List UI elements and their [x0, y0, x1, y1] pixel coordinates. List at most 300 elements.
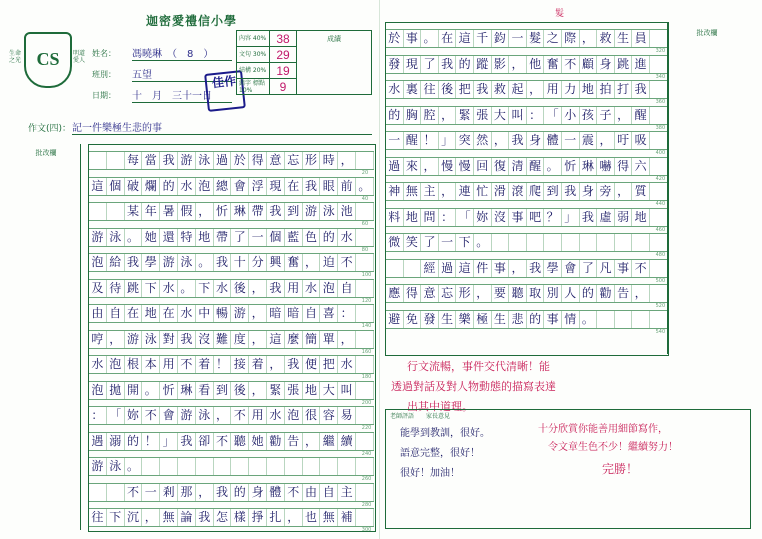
grid-cell: 水: [178, 305, 196, 322]
grid-row-number: 100: [361, 272, 372, 278]
grid-cell: [356, 254, 374, 271]
grid-cell: [356, 305, 374, 322]
grid-row-number: 280: [361, 501, 372, 508]
grid-cell: 游: [160, 254, 178, 271]
grid-cell: 樣: [231, 509, 249, 526]
grid-cell: 蹤: [474, 56, 492, 73]
grid-cell: 地: [196, 229, 214, 246]
grid-cell: 給: [107, 254, 125, 271]
grid-row: [89, 253, 374, 272]
grid-cell: 張: [474, 107, 492, 124]
grid-cell: 忻: [160, 382, 178, 399]
left-writing-grid: [88, 144, 376, 532]
grid-cell: 了: [580, 260, 598, 277]
grid-cell: 續: [338, 433, 356, 450]
grid-cell: 身: [597, 56, 615, 73]
grid-cell: 的: [160, 178, 178, 195]
grid-cell: ，: [214, 407, 232, 424]
grid-cell: 水: [303, 280, 321, 297]
grid-cell: 沉: [125, 509, 143, 526]
grid-cell: 悲: [509, 311, 527, 328]
grid-cell: 溺: [107, 433, 125, 450]
grid-cell: 妳: [125, 407, 143, 424]
score-label-errors: 錯字 標點 10%: [237, 79, 270, 95]
grid-cell: 於: [386, 30, 404, 47]
grid-cell: ：: [89, 407, 107, 424]
grid-cell: 忻: [214, 203, 232, 220]
grid-cell: 生: [615, 30, 633, 47]
grid-cell: 緊: [456, 107, 474, 124]
grid-cell: 過: [386, 158, 404, 175]
grid-cell: 我: [285, 356, 303, 373]
grid-cell: 待: [107, 280, 125, 297]
grid-cell: ，: [303, 433, 321, 450]
grid-cell: 。: [178, 280, 196, 297]
grid-cell: [650, 81, 668, 98]
assignment-label: 作文(四)：: [28, 124, 72, 134]
grid-cell: 破: [125, 178, 143, 195]
grid-cell: [356, 509, 374, 526]
grid-cell: 微: [386, 234, 404, 251]
grid-cell: 泳: [320, 203, 338, 220]
grid-row-number: 240: [361, 450, 372, 457]
grid-cell: 拍: [597, 81, 615, 98]
grid-cell: 學: [544, 260, 562, 277]
grid-cell: 水: [160, 280, 178, 297]
grid-cell: ，: [285, 509, 303, 526]
grid-cell: 不: [562, 56, 580, 73]
grid-cell: 個: [107, 178, 125, 195]
grid-cell: ，: [267, 356, 285, 373]
grid-cell: 料: [386, 209, 404, 226]
grid-cell: 下: [142, 280, 160, 297]
grid-cell: 慢: [439, 158, 457, 175]
grid-cell: 影: [492, 56, 510, 73]
grid-cell: 我: [439, 56, 457, 73]
grid-cell: 她: [142, 229, 160, 246]
name-field: [92, 48, 214, 60]
grid-cell: 接: [231, 356, 249, 373]
grid-cell: 千: [474, 30, 492, 47]
grid-cell: 游: [231, 305, 249, 322]
grid-cell: 勸: [597, 285, 615, 302]
grid-cell: 用: [544, 81, 562, 98]
grid-cell: 在: [125, 305, 143, 322]
grid-cell: [160, 458, 178, 475]
grid-row-number: 260: [361, 476, 372, 482]
grid-cell: 不: [231, 407, 249, 424]
grid-cell: [386, 260, 404, 277]
teacher-comment-line-3: 出其中道理。: [407, 400, 473, 413]
grid-cell: 我: [214, 254, 232, 271]
grid-cell: 泳: [196, 152, 214, 169]
grid-cell: 要: [492, 285, 510, 302]
grid-cell: 意: [421, 285, 439, 302]
grid-cell: 哼: [89, 331, 107, 348]
grid-row-number: 60: [361, 221, 369, 227]
grid-cell: 補: [338, 509, 356, 526]
grid-row: [386, 29, 668, 48]
grid-cell: 吸: [632, 132, 650, 149]
grid-cell: 經: [421, 260, 439, 277]
grid-cell: 不: [338, 254, 356, 271]
grid-cell: 下: [196, 280, 214, 297]
grid-cell: 用: [285, 280, 303, 297]
grid-cell: 開: [125, 382, 143, 399]
grid-row: [89, 330, 374, 349]
grid-row-number: 360: [655, 99, 666, 105]
grid-cell: 起: [509, 81, 527, 98]
right-margin-header: 批改欄: [696, 29, 718, 37]
grid-cell: 我: [125, 254, 143, 271]
grid-cell: [356, 458, 374, 475]
grid-cell: 泡: [196, 178, 214, 195]
grid-cell: 我: [580, 209, 598, 226]
grid-cell: 突: [456, 132, 474, 149]
grid-row: [89, 151, 374, 170]
grid-cell: 嚇: [597, 158, 615, 175]
grid-cell: 中: [196, 305, 214, 322]
grid-cell: 剎: [160, 484, 178, 501]
grid-cell: 特: [178, 229, 196, 246]
grid-cell: 卻: [196, 433, 214, 450]
grid-cell: [615, 311, 633, 328]
grid-cell: 我: [527, 260, 545, 277]
merit-stamp: 佳作: [204, 70, 246, 112]
grid-cell: 一: [509, 30, 527, 47]
grid-row-number: 540: [655, 328, 666, 335]
grid-cell: [580, 234, 598, 251]
grid-cell: 某: [125, 203, 143, 220]
grid-cell: [89, 484, 107, 501]
grid-cell: 。: [125, 458, 143, 475]
class-label: 班別：: [92, 70, 116, 79]
grid-cell: 「: [544, 107, 562, 124]
grid-cell: 她: [249, 433, 267, 450]
parent-comment-line-1: 能學到教訓，很好。: [400, 428, 490, 439]
grid-row-number: 160: [361, 348, 372, 355]
parent-comment-line-3: 很好！加油！: [400, 468, 460, 479]
grid-cell: 得: [249, 152, 267, 169]
grid-cell: 子: [597, 107, 615, 124]
grid-row-number: 320: [655, 48, 666, 54]
grid-cell: [650, 107, 668, 124]
grid-cell: ，: [142, 509, 160, 526]
left-page: [6, 6, 376, 532]
score-label-wording: 文句 30%: [237, 47, 270, 63]
grid-row-number: 460: [655, 226, 666, 233]
grid-cell: 掙: [249, 509, 267, 526]
grid-cell: 事: [615, 260, 633, 277]
grid-row: [89, 381, 374, 400]
grid-row-number: 300: [361, 527, 372, 533]
grid-cell: 拋: [107, 382, 125, 399]
teacher-comment-line-2: 透過對話及對人物動態的描寫表達: [391, 380, 556, 393]
grid-cell: 顧: [580, 56, 598, 73]
grid-cell: [492, 234, 510, 251]
motto-right: 明道愛人: [73, 50, 86, 64]
grid-cell: ：: [527, 107, 545, 124]
grid-cell: 水: [89, 356, 107, 373]
name-label: 姓名：: [92, 49, 116, 58]
grid-cell: 游: [303, 203, 321, 220]
grid-cell: 凡: [597, 260, 615, 277]
grid-row-number: 200: [361, 399, 372, 406]
grid-cell: 。: [196, 254, 214, 271]
grid-cell: 。: [474, 234, 492, 251]
grid-cell: 。: [356, 178, 374, 195]
grid-cell: 在: [285, 178, 303, 195]
grid-cell: 本: [142, 356, 160, 373]
grid-cell: 琳: [231, 203, 249, 220]
grid-cell: 別: [544, 285, 562, 302]
grid-cell: [597, 234, 615, 251]
grid-cell: 這: [456, 30, 474, 47]
grid-cell: 來: [404, 158, 422, 175]
grid-cell: [356, 331, 374, 348]
grid-cell: 爛: [142, 178, 160, 195]
grid-cell: 無: [320, 509, 338, 526]
grid-cell: 論: [178, 509, 196, 526]
grid-cell: ，: [338, 331, 356, 348]
date-field: [92, 90, 212, 102]
teacher-final-line-1: 十分欣賞你能善用細節寫作，: [538, 424, 668, 435]
grid-cell: 神: [386, 183, 404, 200]
grid-cell: ，: [107, 331, 125, 348]
grid-cell: 孩: [580, 107, 598, 124]
grid-cell: 員: [632, 30, 650, 47]
grid-cell: 泳: [107, 229, 125, 246]
date-label: 日期：: [92, 91, 116, 100]
grid-cell: 琳: [178, 382, 196, 399]
grid-cell: ，: [249, 305, 267, 322]
grid-cell: 小: [562, 107, 580, 124]
grid-cell: [650, 285, 668, 302]
grid-cell: 樂: [456, 311, 474, 328]
grid-row: [89, 304, 374, 323]
grid-cell: [650, 158, 668, 175]
left-margin-column: [6, 144, 81, 530]
grid-cell: [356, 280, 374, 297]
grid-cell: 的: [527, 311, 545, 328]
grid-cell: [356, 356, 374, 373]
grid-cell: 不: [125, 484, 143, 501]
grid-cell: 現: [267, 178, 285, 195]
grid-cell: 跳: [615, 56, 633, 73]
grid-cell: 」: [160, 433, 178, 450]
score-content: 38: [270, 31, 297, 47]
grid-cell: 藍: [285, 229, 303, 246]
grid-cell: 聽: [509, 285, 527, 302]
grid-cell: 」: [439, 132, 457, 149]
grid-cell: 的: [320, 229, 338, 246]
grid-cell: 發: [421, 311, 439, 328]
grid-cell: 笑: [404, 234, 422, 251]
grid-row-number: 180: [361, 374, 372, 380]
grid-cell: [178, 458, 196, 475]
grid-row-number: 220: [361, 425, 372, 431]
grid-cell: 我: [509, 132, 527, 149]
grid-cell: [356, 484, 374, 501]
grid-cell: 情: [562, 311, 580, 328]
grid-cell: 。: [544, 158, 562, 175]
grid-row: [89, 406, 374, 425]
grid-cell: 泡: [320, 280, 338, 297]
grid-cell: 不: [632, 260, 650, 277]
grid-cell: [404, 260, 422, 277]
class-value: 五望: [132, 66, 232, 82]
grid-cell: 爬: [527, 183, 545, 200]
grid-cell: 的: [231, 484, 249, 501]
grid-cell: 我: [160, 152, 178, 169]
grid-cell: 看: [196, 382, 214, 399]
grid-cell: [107, 203, 125, 220]
grid-cell: 了: [421, 56, 439, 73]
grid-cell: 下: [456, 234, 474, 251]
grid-row-number: 440: [655, 201, 666, 207]
grid-cell: 我: [178, 433, 196, 450]
grid-cell: 救: [492, 81, 510, 98]
grid-cell: 後: [439, 81, 457, 98]
grid-cell: 怎: [214, 509, 232, 526]
grid-cell: 地: [632, 209, 650, 226]
grid-cell: [615, 234, 633, 251]
grid-cell: 在: [160, 305, 178, 322]
grid-cell: [650, 234, 668, 251]
grid-cell: 學: [142, 254, 160, 271]
grid-cell: 主: [421, 183, 439, 200]
grid-cell: 滾: [509, 183, 527, 200]
grid-cell: 泡: [89, 254, 107, 271]
grid-cell: [356, 433, 374, 450]
grid-cell: 到: [544, 183, 562, 200]
grid-row-number: 340: [655, 73, 666, 80]
grid-cell: 由: [89, 305, 107, 322]
grid-cell: 一: [439, 234, 457, 251]
grid-cell: 及: [89, 280, 107, 297]
grid-cell: 。: [142, 382, 160, 399]
grid-cell: 免: [404, 311, 422, 328]
grid-cell: 迫: [320, 254, 338, 271]
right-margin-divider: [667, 22, 668, 354]
grid-cell: 這: [267, 331, 285, 348]
grid-cell: [89, 203, 107, 220]
grid-cell: 然: [474, 132, 492, 149]
grid-cell: ，: [474, 285, 492, 302]
grid-cell: 琳: [580, 158, 598, 175]
grid-cell: 醒: [527, 158, 545, 175]
grid-cell: ！: [214, 356, 232, 373]
grid-cell: [356, 203, 374, 220]
grid-cell: [303, 458, 321, 475]
grid-cell: 吁: [615, 132, 633, 149]
grid-cell: [196, 458, 214, 475]
parent-comment-label: 家長意見: [426, 413, 451, 420]
grid-cell: 簡: [303, 331, 321, 348]
grid-cell: 時: [320, 152, 338, 169]
grid-cell: 裏: [404, 81, 422, 98]
grid-cell: 水: [386, 81, 404, 98]
grid-cell: 的: [386, 107, 404, 124]
grid-cell: 不: [142, 407, 160, 424]
grid-cell: ，: [249, 382, 267, 399]
grid-cell: 我: [267, 280, 285, 297]
grid-cell: [214, 458, 232, 475]
teacher-comment-label: 老師評語: [390, 413, 415, 420]
grid-cell: 奮: [544, 56, 562, 73]
grid-cell: 我: [196, 509, 214, 526]
grid-cell: ，: [509, 56, 527, 73]
score-table: [236, 30, 372, 95]
grid-cell: 把: [320, 356, 338, 373]
teacher-final-line-2: 令文章生色不少！繼續努力！: [548, 442, 678, 453]
grid-cell: 水: [267, 407, 285, 424]
grid-row: [386, 310, 668, 329]
grid-cell: 復: [492, 158, 510, 175]
grid-cell: [142, 458, 160, 475]
grid-cell: 沒: [492, 209, 510, 226]
grid-row: [386, 233, 668, 252]
grid-cell: 胸: [404, 107, 422, 124]
grid-row: [89, 202, 374, 221]
grid-cell: ，: [196, 203, 214, 220]
grid-cell: 清: [509, 158, 527, 175]
grid-cell: [650, 209, 668, 226]
grid-cell: 根: [125, 356, 143, 373]
grid-row: [386, 284, 668, 303]
grid-cell: [356, 407, 374, 424]
grid-cell: 一: [249, 229, 267, 246]
grid-cell: 遇: [89, 433, 107, 450]
grid-cell: 主: [338, 484, 356, 501]
motto-left: 生命之光: [9, 50, 22, 64]
grid-row-number: 140: [361, 323, 372, 329]
grid-cell: ，: [597, 132, 615, 149]
grid-cell: 極: [474, 311, 492, 328]
grid-row-number: 120: [361, 297, 372, 304]
grid-cell: 喜: [320, 305, 338, 322]
grid-cell: 把: [456, 81, 474, 98]
grid-row: [89, 457, 374, 476]
grid-cell: ，: [249, 280, 267, 297]
grid-cell: 游: [89, 458, 107, 475]
grid-cell: 對: [160, 331, 178, 348]
date-value: 十 月 三十一日: [132, 87, 232, 103]
grid-cell: 下: [107, 509, 125, 526]
grid-row: [386, 80, 668, 99]
grid-cell: 後: [231, 280, 249, 297]
grid-row-number: 500: [655, 277, 666, 284]
grid-cell: 往: [421, 81, 439, 98]
grid-cell: 得: [615, 158, 633, 175]
grid-cell: 眼: [320, 178, 338, 195]
grid-cell: 過: [439, 260, 457, 277]
grid-cell: 事: [404, 30, 422, 47]
grid-cell: 這: [456, 260, 474, 277]
grid-cell: 泡: [107, 356, 125, 373]
grid-cell: [356, 382, 374, 399]
grid-cell: ，: [439, 107, 457, 124]
grid-cell: 。: [580, 311, 598, 328]
grid-cell: 無: [160, 509, 178, 526]
grid-cell: 質: [632, 183, 650, 200]
score-errors: 9: [270, 79, 297, 95]
grid-cell: 叫: [338, 382, 356, 399]
teacher-comment-line-1: 行文流暢，事件交代清晰！能: [407, 360, 550, 373]
grid-cell: ，: [580, 30, 598, 47]
score-wording: 29: [270, 47, 297, 63]
grid-cell: 「: [456, 209, 474, 226]
